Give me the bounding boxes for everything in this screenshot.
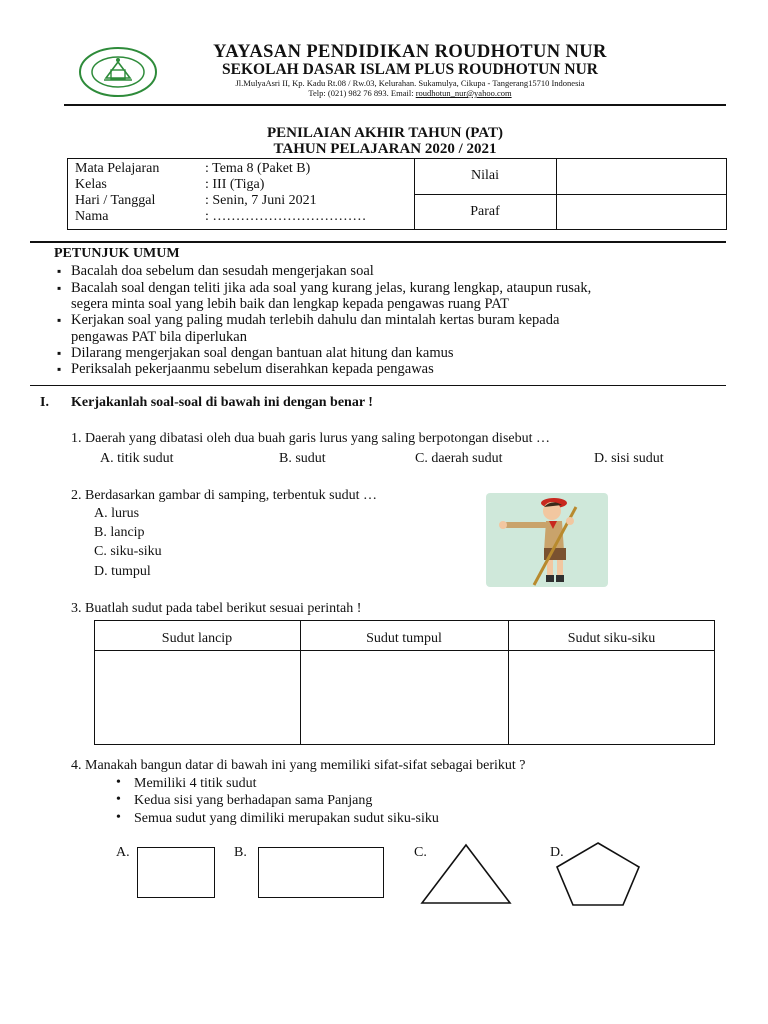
shape-triangle[interactable] xyxy=(420,843,512,905)
q4-label-a[interactable]: A. xyxy=(116,845,130,860)
q4-property: • Kedua sisi yang berhadapan sama Panjang xyxy=(134,793,372,809)
q4-property: • Semua sudut yang dimiliki merupakan sudut siku-siku xyxy=(134,811,439,827)
answer-cell-acute[interactable] xyxy=(95,651,300,744)
question-1-text: 1. Daerah yang dibatasi oleh dua buah garis lurus yang saling berpotongan disebut … xyxy=(71,431,550,446)
q2-option-b[interactable]: B. lancip xyxy=(94,525,145,540)
q4-label-c[interactable]: C. xyxy=(414,845,427,860)
instruction-item-cont: segera minta soal yang lebih baik dan lengkap kepada pengawas ruang PAT xyxy=(71,296,509,312)
info-value-subject: : Tema 8 (Paket B) xyxy=(205,161,311,176)
question-2-text: 2. Berdasarkan gambar di samping, terbentuk sudut … xyxy=(71,488,377,503)
answer-cell-obtuse[interactable] xyxy=(301,651,508,744)
q1-option-c[interactable]: C. daerah sudut xyxy=(415,451,503,466)
q1-option-d[interactable]: D. sisi sudut xyxy=(594,451,664,466)
section-title: Kerjakanlah soal-soal di bawah ini dengan benar ! xyxy=(71,395,373,410)
exam-year: TAHUN PELAJARAN 2020 / 2021 xyxy=(273,141,497,157)
info-value-name[interactable]: : …………………………… xyxy=(205,209,367,224)
q2-option-a[interactable]: A. lurus xyxy=(94,506,140,521)
shape-square[interactable] xyxy=(137,847,215,898)
q2-option-d[interactable]: D. tumpul xyxy=(94,564,151,579)
paraf-box[interactable] xyxy=(557,195,726,229)
contact-email[interactable]: roudhotun_nur@yahoo.com xyxy=(415,88,512,98)
info-label-date: Hari / Tanggal xyxy=(75,193,156,208)
q2-option-c[interactable]: C. siku-siku xyxy=(94,544,162,559)
exam-title: PENILAIAN AKHIR TAHUN (PAT) xyxy=(267,125,503,141)
foundation-name: YAYASAN PENDIDIKAN ROUDHOTUN NUR xyxy=(213,42,607,62)
instruction-item: ▪ Kerjakan soal yang paling mudah terlebih dahulu dan mintalah kertas buram kepada xyxy=(71,312,559,328)
q4-label-b[interactable]: B. xyxy=(234,845,247,860)
question-4-text: 4. Manakah bangun datar di bawah ini yang memiliki sifat-sifat sebagai berikut ? xyxy=(71,758,526,773)
section-number: I. xyxy=(40,395,49,410)
instruction-item: ▪ Dilarang mengerjakan soal dengan bantuan alat hitung dan kamus xyxy=(71,345,454,361)
answer-cell-right[interactable] xyxy=(509,651,714,744)
nilai-box[interactable] xyxy=(557,159,726,194)
q4-label-d[interactable]: D. xyxy=(550,845,564,860)
paraf-label: Paraf xyxy=(470,204,500,219)
table-header-right: Sudut siku-siku xyxy=(567,631,656,646)
info-label-class: Kelas xyxy=(75,177,107,192)
question-3-text: 3. Buatlah sudut pada tabel berikut sesuai perintah ! xyxy=(71,601,362,616)
table-header-acute: Sudut lancip xyxy=(161,631,233,646)
q1-option-b[interactable]: B. sudut xyxy=(279,451,326,466)
scout-boy-illustration xyxy=(486,493,608,587)
instruction-item-cont: pengawas PAT bila diperlukan xyxy=(71,329,247,345)
table-header-obtuse: Sudut tumpul xyxy=(366,631,442,646)
info-label-name: Nama xyxy=(75,209,109,224)
info-divider xyxy=(30,241,726,243)
instruction-item: ▪ Bacalah soal dengan teliti jika ada soal yang kurang jelas, kurang lengkap, ataupun rusak, xyxy=(71,280,591,296)
info-value-date: : Senin, 7 Juni 2021 xyxy=(205,193,317,208)
shape-pentagon[interactable] xyxy=(555,841,641,907)
instructions-divider xyxy=(30,385,726,386)
school-contact xyxy=(160,88,660,98)
shape-rectangle[interactable] xyxy=(258,847,384,898)
instruction-item: ▪ Periksalah pekerjaanmu sebelum diserahkan kepada pengawas xyxy=(71,361,434,377)
school-name: SEKOLAH DASAR ISLAM PLUS ROUDHOTUN NUR xyxy=(222,61,598,78)
q1-option-a[interactable]: A. titik sudut xyxy=(100,451,174,466)
q4-property: • Memiliki 4 titik sudut xyxy=(134,776,257,792)
school-address: Jl.MulyaAsri II, Kp. Kadu Rt.08 / Rw.03, Kelurahan. Sukamulya, Cikupa - Tangerang15710 Indonesia xyxy=(235,78,585,88)
header-divider xyxy=(64,104,726,106)
info-label-subject: Mata Pelajaran xyxy=(75,161,160,176)
nilai-label: Nilai xyxy=(471,168,499,183)
school-logo xyxy=(78,46,158,98)
info-value-class: : III (Tiga) xyxy=(205,177,265,192)
instructions-title: PETUNJUK UMUM xyxy=(54,246,180,261)
contact-phone: Telp: (021) 982 76 893. Email: xyxy=(308,88,414,98)
instruction-item: ▪ Bacalah doa sebelum dan sesudah mengerjakan soal xyxy=(71,263,374,279)
